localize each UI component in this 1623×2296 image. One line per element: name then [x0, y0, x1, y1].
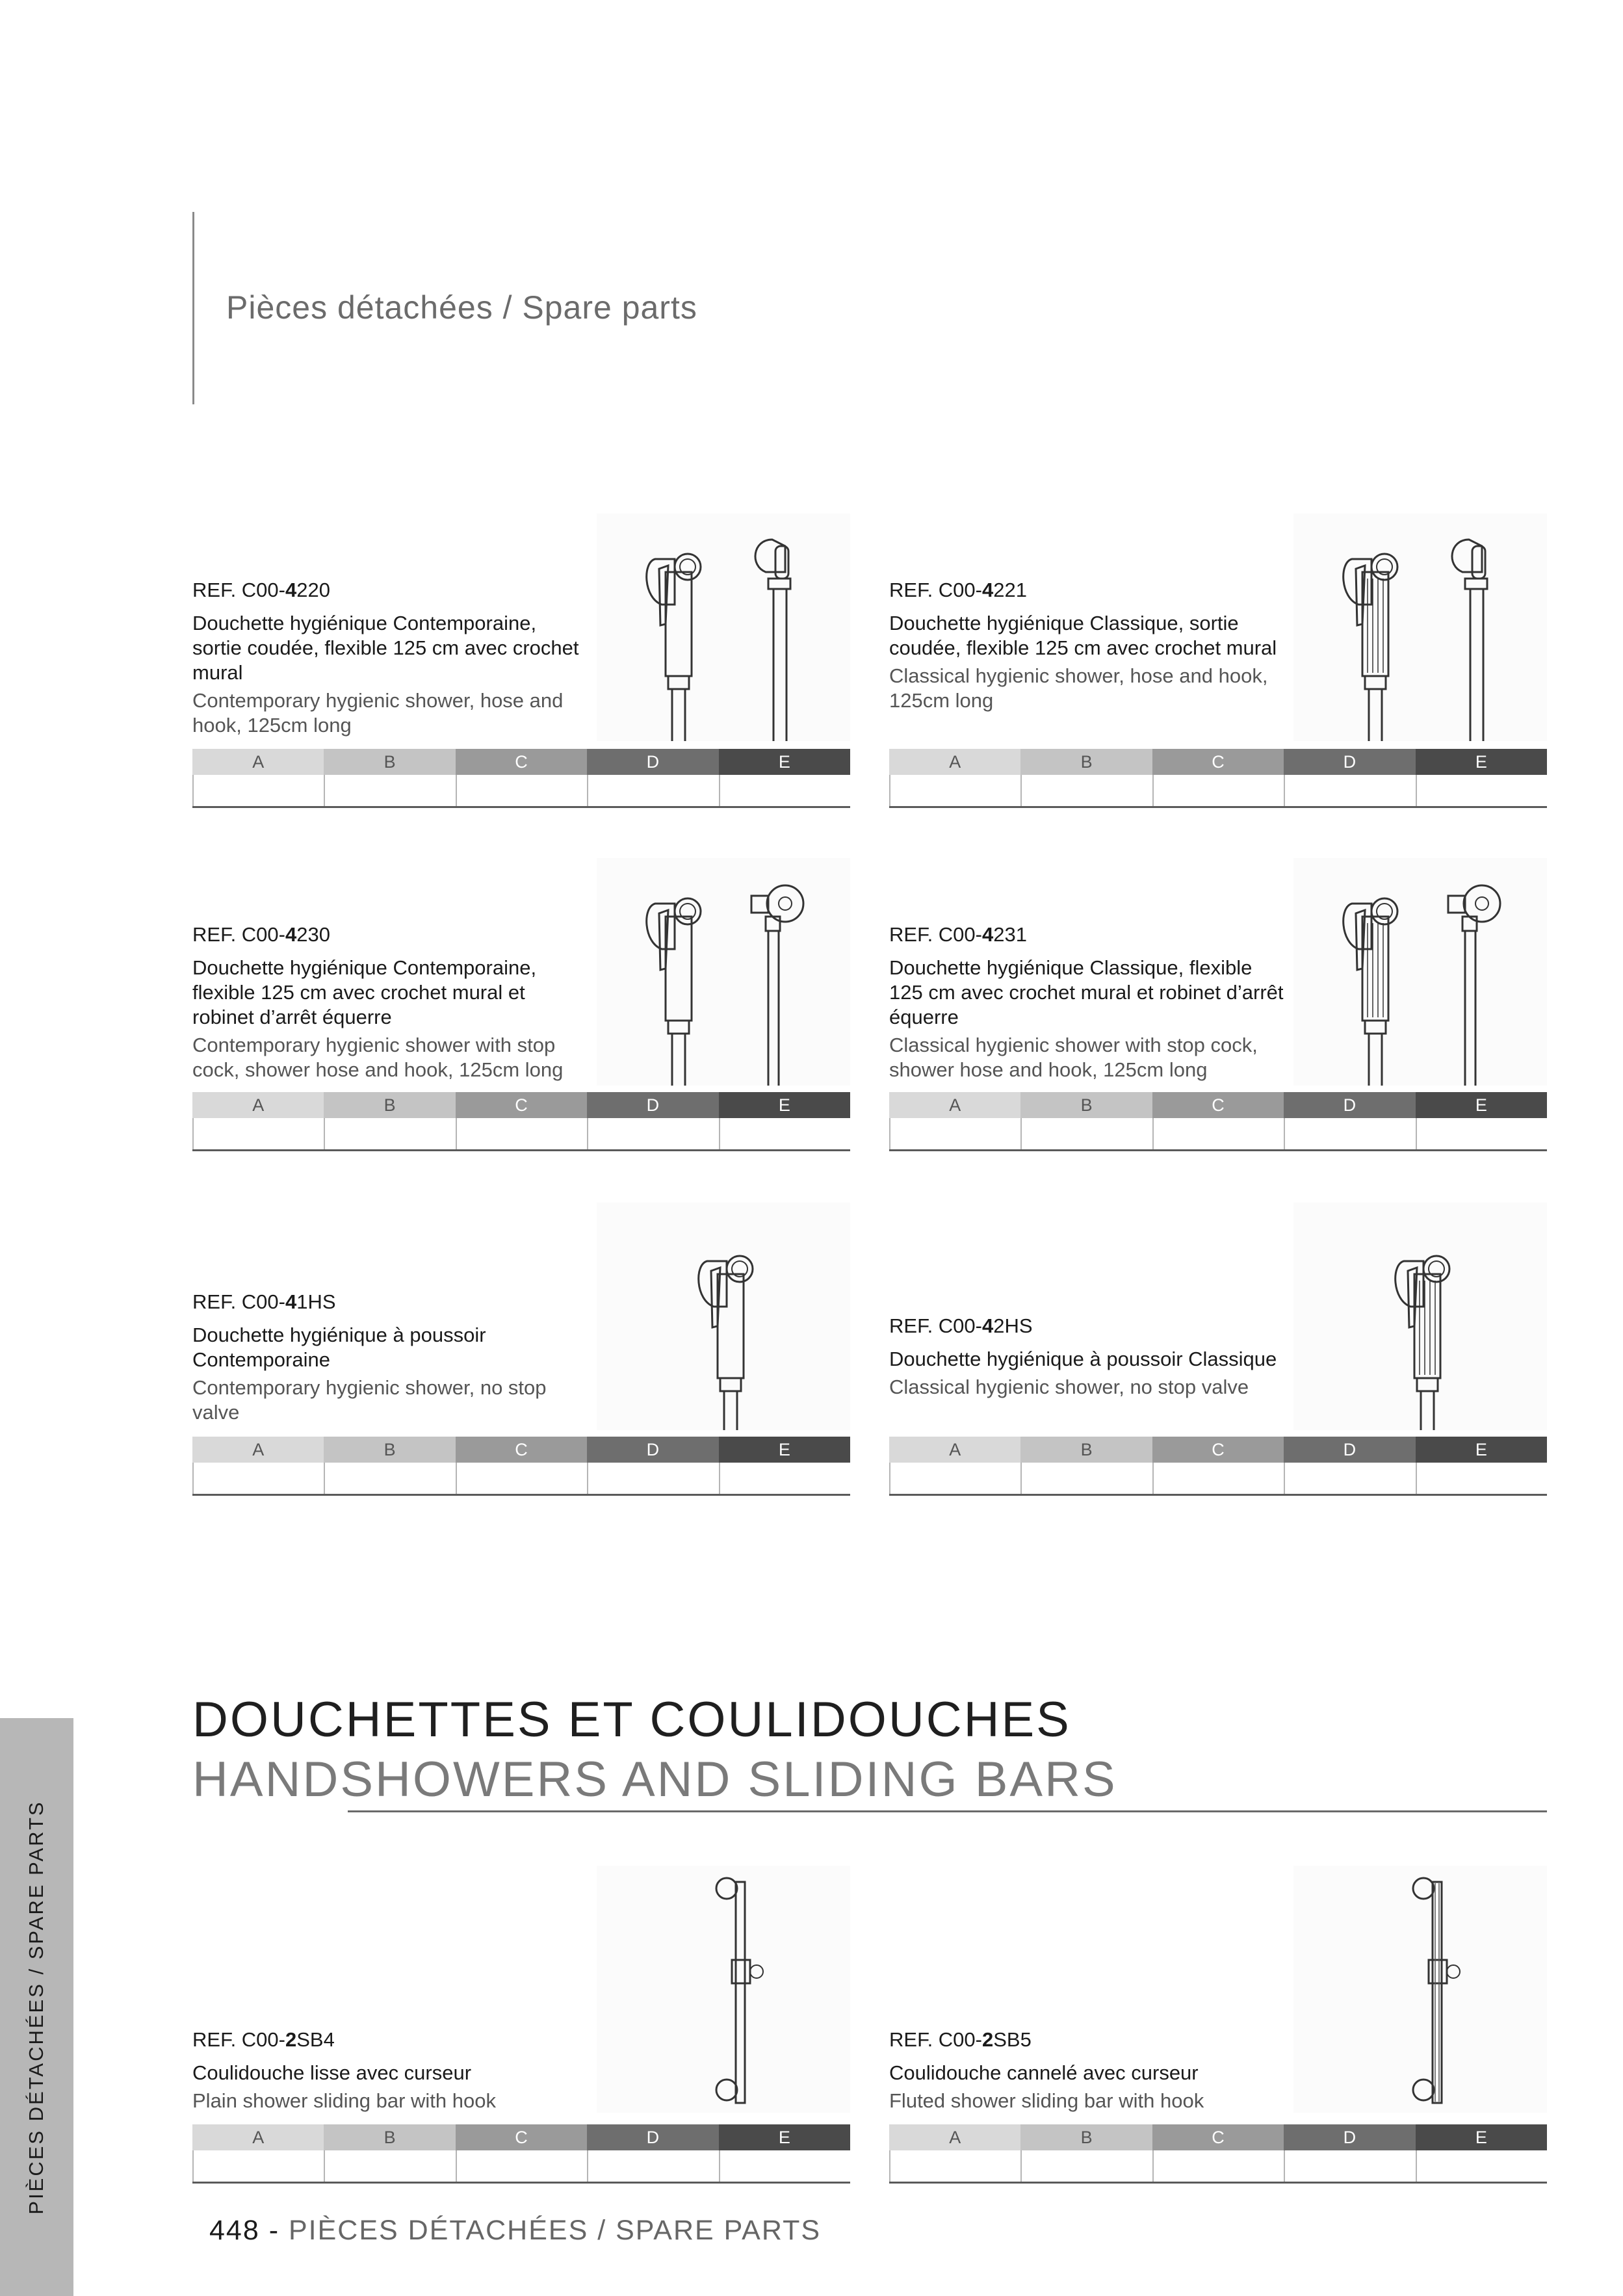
col-e: E: [1416, 1092, 1547, 1118]
product-card: [889, 1866, 1547, 2187]
product-desc-en: Fluted shower sliding bar with hook: [889, 2089, 1204, 2112]
page-number: 448: [209, 2215, 260, 2246]
col-b: B: [1020, 749, 1152, 775]
product-ref: REF. C00-4231: [889, 923, 1027, 946]
col-e: E: [719, 1092, 850, 1118]
col-a: A: [192, 2124, 324, 2150]
col-d: D: [587, 1437, 718, 1463]
col-d: D: [1284, 1092, 1415, 1118]
col-d: D: [1284, 1437, 1415, 1463]
page-title: Pièces détachées / Spare parts: [226, 289, 697, 326]
variant-table: [889, 1092, 1547, 1151]
col-b: B: [324, 749, 455, 775]
col-b: B: [1020, 1437, 1152, 1463]
col-d: D: [587, 749, 718, 775]
product-desc-en: Classical hygienic shower with stop cock, shower hose and hook, 125cm long: [889, 1034, 1258, 1081]
variant-table: [889, 2124, 1547, 2183]
product-image: [1293, 514, 1547, 741]
col-e: E: [1416, 1437, 1547, 1463]
product-ref: REF. C00-2SB5: [889, 2028, 1032, 2051]
product-desc-fr: Douchette hygiénique Contemporaine, sortie coudée, flexible 125 cm avec crochet mural: [192, 612, 579, 684]
col-a: A: [889, 1092, 1020, 1118]
product-desc-en: Plain shower sliding bar with hook: [192, 2089, 496, 2112]
product-ref: REF. C00-2SB4: [192, 2028, 335, 2051]
variant-table: [889, 1437, 1547, 1495]
col-b: B: [324, 1437, 455, 1463]
col-b: B: [324, 2124, 455, 2150]
col-a: A: [192, 1437, 324, 1463]
product-image: [597, 1866, 850, 2113]
product-desc-fr: Douchette hygiénique à poussoir Classique: [889, 1348, 1277, 1370]
product-desc-en: Contemporary hygienic shower, no stop valve: [192, 1376, 547, 1424]
col-e: E: [719, 1437, 850, 1463]
product-desc-fr: Douchette hygiénique à poussoir Contemporaine: [192, 1324, 486, 1371]
col-a: A: [192, 749, 324, 775]
page-footer: [209, 2215, 821, 2247]
section-title: [192, 1690, 1117, 1810]
product-image: [597, 858, 850, 1086]
section-title-en: HANDSHOWERS AND SLIDING BARS: [192, 1752, 1117, 1807]
product-card: [192, 858, 850, 1154]
variant-table: [192, 1092, 850, 1151]
col-a: A: [889, 1437, 1020, 1463]
footer-separator: -: [259, 2215, 289, 2246]
product-desc-en: Contemporary hygienic shower with stop cock, shower hose and hook, 125cm long: [192, 1034, 564, 1081]
product-desc-fr: Douchette hygiénique Contemporaine, flexible 125 cm avec crochet mural et robinet d’arrêt équerre: [192, 956, 537, 1028]
col-a: A: [889, 2124, 1020, 2150]
variant-table: [192, 749, 850, 807]
col-d: D: [1284, 2124, 1415, 2150]
col-c: C: [456, 2124, 587, 2150]
section-rule: [348, 1810, 1547, 1812]
col-b: B: [1020, 1092, 1152, 1118]
col-e: E: [719, 2124, 850, 2150]
product-card: [889, 858, 1547, 1154]
col-a: A: [192, 1092, 324, 1118]
product-ref: REF. C00-41HS: [192, 1290, 336, 1313]
col-c: C: [1152, 2124, 1284, 2150]
col-d: D: [587, 1092, 718, 1118]
product-card: [889, 514, 1547, 809]
col-d: D: [587, 2124, 718, 2150]
product-image: [1293, 1866, 1547, 2113]
product-desc-fr: Coulidouche lisse avec curseur: [192, 2061, 472, 2084]
product-ref: REF. C00-42HS: [889, 1314, 1033, 1337]
product-desc-fr: Douchette hygiénique Classique, flexible 125 cm avec crochet mural et robinet d’arrêt équerre: [889, 956, 1284, 1028]
product-image: [1293, 858, 1547, 1086]
product-desc-fr: Coulidouche cannelé avec curseur: [889, 2061, 1199, 2084]
product-desc-fr: Douchette hygiénique Classique, sortie coudée, flexible 125 cm avec crochet mural: [889, 612, 1277, 659]
col-c: C: [456, 1437, 587, 1463]
product-desc-en: Contemporary hygienic shower, hose and hook, 125cm long: [192, 689, 564, 737]
section-title-fr: DOUCHETTES ET COULIDOUCHES: [192, 1692, 1071, 1747]
col-e: E: [1416, 2124, 1547, 2150]
variant-table: [192, 2124, 850, 2183]
col-e: E: [719, 749, 850, 775]
product-ref: REF. C00-4221: [889, 579, 1027, 601]
product-card: [889, 1203, 1547, 1498]
product-image: [597, 1203, 850, 1430]
product-image: [597, 514, 850, 741]
col-b: B: [1020, 2124, 1152, 2150]
col-c: C: [1152, 1092, 1284, 1118]
col-c: C: [1152, 1437, 1284, 1463]
product-desc-en: Classical hygienic shower, hose and hook, 125cm long: [889, 664, 1268, 712]
col-b: B: [324, 1092, 455, 1118]
product-card: [192, 1203, 850, 1498]
variant-table: [192, 1437, 850, 1495]
footer-label: PIÈCES DÉTACHÉES / SPARE PARTS: [288, 2215, 822, 2246]
col-c: C: [456, 1092, 587, 1118]
variant-table: [889, 749, 1547, 807]
product-image: [1293, 1203, 1547, 1430]
col-e: E: [1416, 749, 1547, 775]
col-c: C: [1152, 749, 1284, 775]
product-ref: REF. C00-4230: [192, 923, 330, 946]
product-desc-en: Classical hygienic shower, no stop valve: [889, 1376, 1249, 1398]
col-d: D: [1284, 749, 1415, 775]
col-c: C: [456, 749, 587, 775]
header-divider: [192, 212, 194, 404]
product-card: [192, 514, 850, 809]
product-ref: REF. C00-4220: [192, 579, 330, 601]
side-tab-label: PIÈCES DÉTACHÉES / SPARE PARTS: [25, 1800, 47, 2215]
col-a: A: [889, 749, 1020, 775]
product-card: [192, 1866, 850, 2187]
